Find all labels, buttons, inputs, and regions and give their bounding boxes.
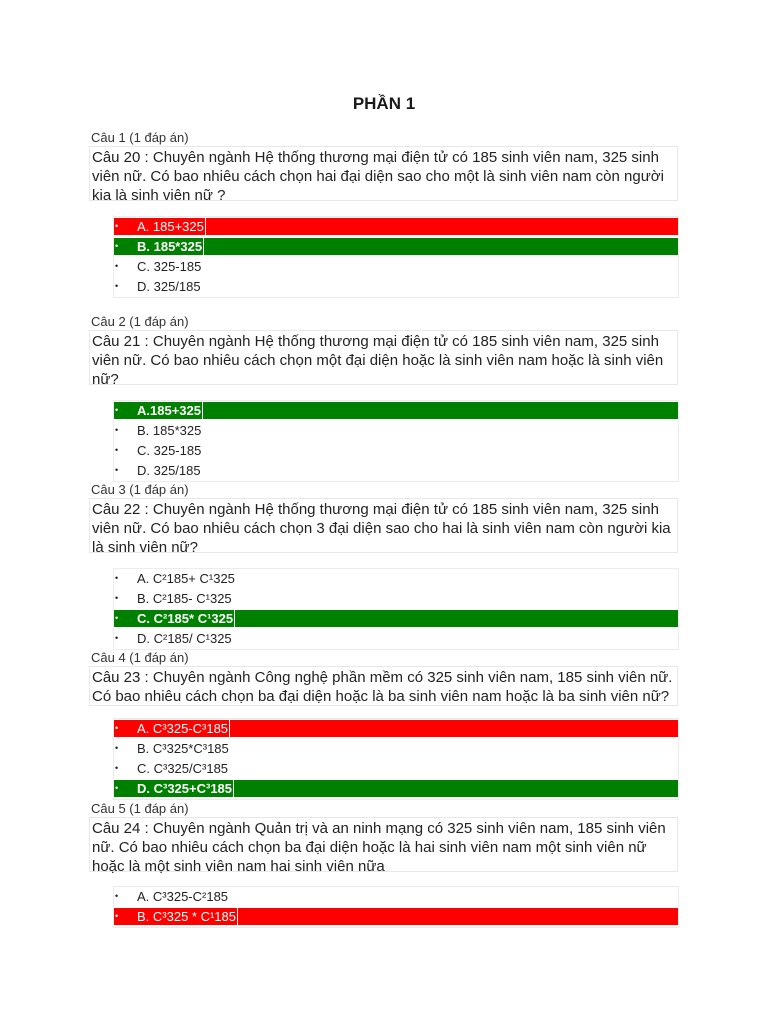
answer-text: C. 325-185 xyxy=(137,259,202,274)
answer-text: A. C²185+ C¹325 xyxy=(137,571,235,586)
answer-option[interactable] xyxy=(114,779,678,799)
answer-text: D. 325/185 xyxy=(137,279,201,294)
answer-option[interactable] xyxy=(114,237,678,257)
answer-list xyxy=(113,886,679,928)
answer-list xyxy=(113,216,679,298)
question-text: Câu 24 : Chuyên ngành Quản trị và an ninh mạng có 325 sinh viên nam, 185 sinh viên nữ. Có bao nhiêu cách chọn ba đại diện hoặc là hai sinh viên nam một sinh viên nữ hoặc là một sinh viên nam hai sinh viên nữa xyxy=(89,817,678,872)
answer-option[interactable] xyxy=(114,887,678,907)
bullet-icon: • xyxy=(115,613,119,623)
answer-option[interactable] xyxy=(114,277,678,297)
question-label: Câu 4 (1 đáp án) xyxy=(91,650,189,665)
answer-option[interactable] xyxy=(114,257,678,277)
bullet-icon: • xyxy=(115,763,119,773)
question-label: Câu 3 (1 đáp án) xyxy=(91,482,189,497)
bullet-icon: • xyxy=(115,221,119,231)
answer-text: B. 185*325 xyxy=(137,239,203,254)
question-label: Câu 5 (1 đáp án) xyxy=(91,801,189,816)
answer-option[interactable] xyxy=(114,461,678,481)
bullet-icon: • xyxy=(115,425,119,435)
answer-text: B. C²185- C¹325 xyxy=(137,591,232,606)
answer-text: A. C³325-C³185 xyxy=(137,721,229,736)
answer-text: D. C²185/ C¹325 xyxy=(137,631,232,646)
answer-option[interactable] xyxy=(114,217,678,237)
bullet-icon: • xyxy=(115,465,119,475)
answer-text: B. 185*325 xyxy=(137,423,202,438)
bullet-icon: • xyxy=(115,593,119,603)
bullet-icon: • xyxy=(115,743,119,753)
answer-option[interactable] xyxy=(114,421,678,441)
answer-list xyxy=(113,718,679,800)
question-text: Câu 22 : Chuyên ngành Hệ thống thương mại điện tử có 185 sinh viên nam, 325 sinh viên nữ. Có bao nhiêu cách chọn 3 đại diện sao cho hai là sinh viên nam còn người kia là sinh viên nữ? xyxy=(89,498,678,553)
bullet-icon: • xyxy=(115,445,119,455)
question-text: Câu 20 : Chuyên ngành Hệ thống thương mại điện tử có 185 sinh viên nam, 325 sinh viên nữ. Có bao nhiêu cách chọn hai đại diện sao cho một là sinh viên nam còn người kia là sinh viên nữ ? xyxy=(89,146,678,201)
answer-text: A. C³325-C²185 xyxy=(137,889,229,904)
bullet-icon: • xyxy=(115,405,119,415)
answer-option[interactable] xyxy=(114,759,678,779)
bullet-icon: • xyxy=(115,573,119,583)
bullet-icon: • xyxy=(115,911,119,921)
answer-option[interactable] xyxy=(114,401,678,421)
bullet-icon: • xyxy=(115,891,119,901)
answer-option[interactable] xyxy=(114,907,678,927)
answer-text: B. C³325 * C¹185 xyxy=(137,909,236,924)
bullet-icon: • xyxy=(115,783,119,793)
answer-option[interactable] xyxy=(114,589,678,609)
answer-text: A.185+325 xyxy=(137,403,201,418)
answer-text: B. C³325*C³185 xyxy=(137,741,229,756)
answer-text: C. 325-185 xyxy=(137,443,202,458)
answer-text: C. C³325/C³185 xyxy=(137,761,229,776)
answer-option[interactable] xyxy=(114,569,678,589)
answer-list xyxy=(113,568,679,650)
bullet-icon: • xyxy=(115,633,119,643)
question-label: Câu 2 (1 đáp án) xyxy=(91,314,189,329)
page-title: PHẦN 1 xyxy=(352,94,416,113)
answer-option[interactable] xyxy=(114,719,678,739)
question-text: Câu 23 : Chuyên ngành Công nghệ phần mềm có 325 sinh viên nam, 185 sinh viên nữ. Có bao nhiêu cách chọn ba đại diện hoặc là ba sinh viên nam hoặc là ba sinh viên nữ? xyxy=(89,666,678,706)
answer-text: D. C³325+C³185 xyxy=(137,781,233,796)
bullet-icon: • xyxy=(115,261,119,271)
answer-list xyxy=(113,400,679,482)
bullet-icon: • xyxy=(115,241,119,251)
question-text: Câu 21 : Chuyên ngành Hệ thống thương mại điện tử có 185 sinh viên nam, 325 sinh viên nữ. Có bao nhiêu cách chọn một đại diện hoặc là sinh viên nam hoặc là sinh viên nữ? xyxy=(89,330,678,385)
answer-option[interactable] xyxy=(114,609,678,629)
answer-text: A. 185+325 xyxy=(137,219,204,234)
bullet-icon: • xyxy=(115,281,119,291)
answer-text: D. 325/185 xyxy=(137,463,201,478)
answer-option[interactable] xyxy=(114,629,678,649)
answer-option[interactable] xyxy=(114,739,678,759)
bullet-icon: • xyxy=(115,723,119,733)
answer-text: C. C²185* C¹325 xyxy=(137,611,234,626)
answer-option[interactable] xyxy=(114,441,678,461)
question-label: Câu 1 (1 đáp án) xyxy=(91,130,189,145)
